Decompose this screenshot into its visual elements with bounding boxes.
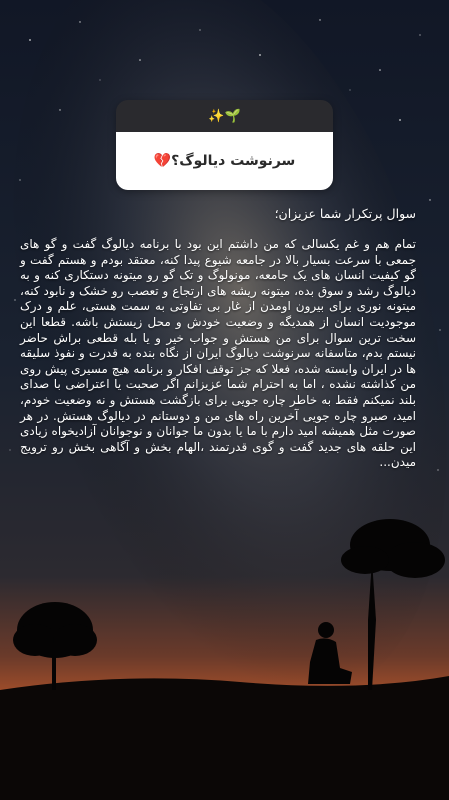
sparkle-seedling-icon: ✨🌱 [208,108,241,124]
story-body: تمام هم و غم یکسالی که من داشتم این بود با برنامه دیالوگ گفت و گو های جمعی با سرعت بسیار بالا در جامعه شیوع پیدا کنه، معتقد بودم و هستم گفت و گو کیفیت انسان های یک جامعه، مونولوگ و تک گو رو میتونه دستکاری کنه و به دیالوگ رشد و سوق بده، میتونه ریشه های ارتجاع و تعصب رو خشک و نابود کنه، میتونه نوری برای بیرون اومدن از غار بی تفاوتی به سمت هستی، علم و درک موجودیت انسان از همدیگه و وضعیت خودش و محل زیستش باشه. قطعا این سخت ترین سوال برای من هستش و جواب خیر و یا بله قطعی براش حاضر نیستم بدم، متاسفانه سرنوشت دیالوگ ایران از نگاه بنده به قدرت و نفوذ سلیقه ها در ایران وابسته شده، فعلا که جز توقف افکار و برنامه هیچ مسیری پیش روی من کذاشته نشده ، اما به احترام شما عزیزانم اگر صحبت یا اعتراضی با صدای بلند نمیکنم فقط به خاطر چاره جویی برای بازگشت هستش و نه وضعیت خودم، امید، صبرو چاره جویی آخرین راه های من و دوستانم در دیالوگ هستش. در هر صورت مثل همیشه امید دارم با ما یا بدون ما جوانان و نوجوانان آزادیخواه زیادی این حلقه های جدید گفت و گوی قدرتمند ،الهام بخش و آگاهی بخش رو ترویج میدن... [20,237,416,470]
question-sticker-text [116,132,333,190]
question-text: سرنوشت دیالوگ؟💔 [153,153,296,169]
story-text-block [20,205,416,471]
question-sticker[interactable] [116,100,333,190]
story-title: سوال پرتکرار شما عزیزان؛ [274,206,416,221]
question-sticker-header [116,100,333,132]
